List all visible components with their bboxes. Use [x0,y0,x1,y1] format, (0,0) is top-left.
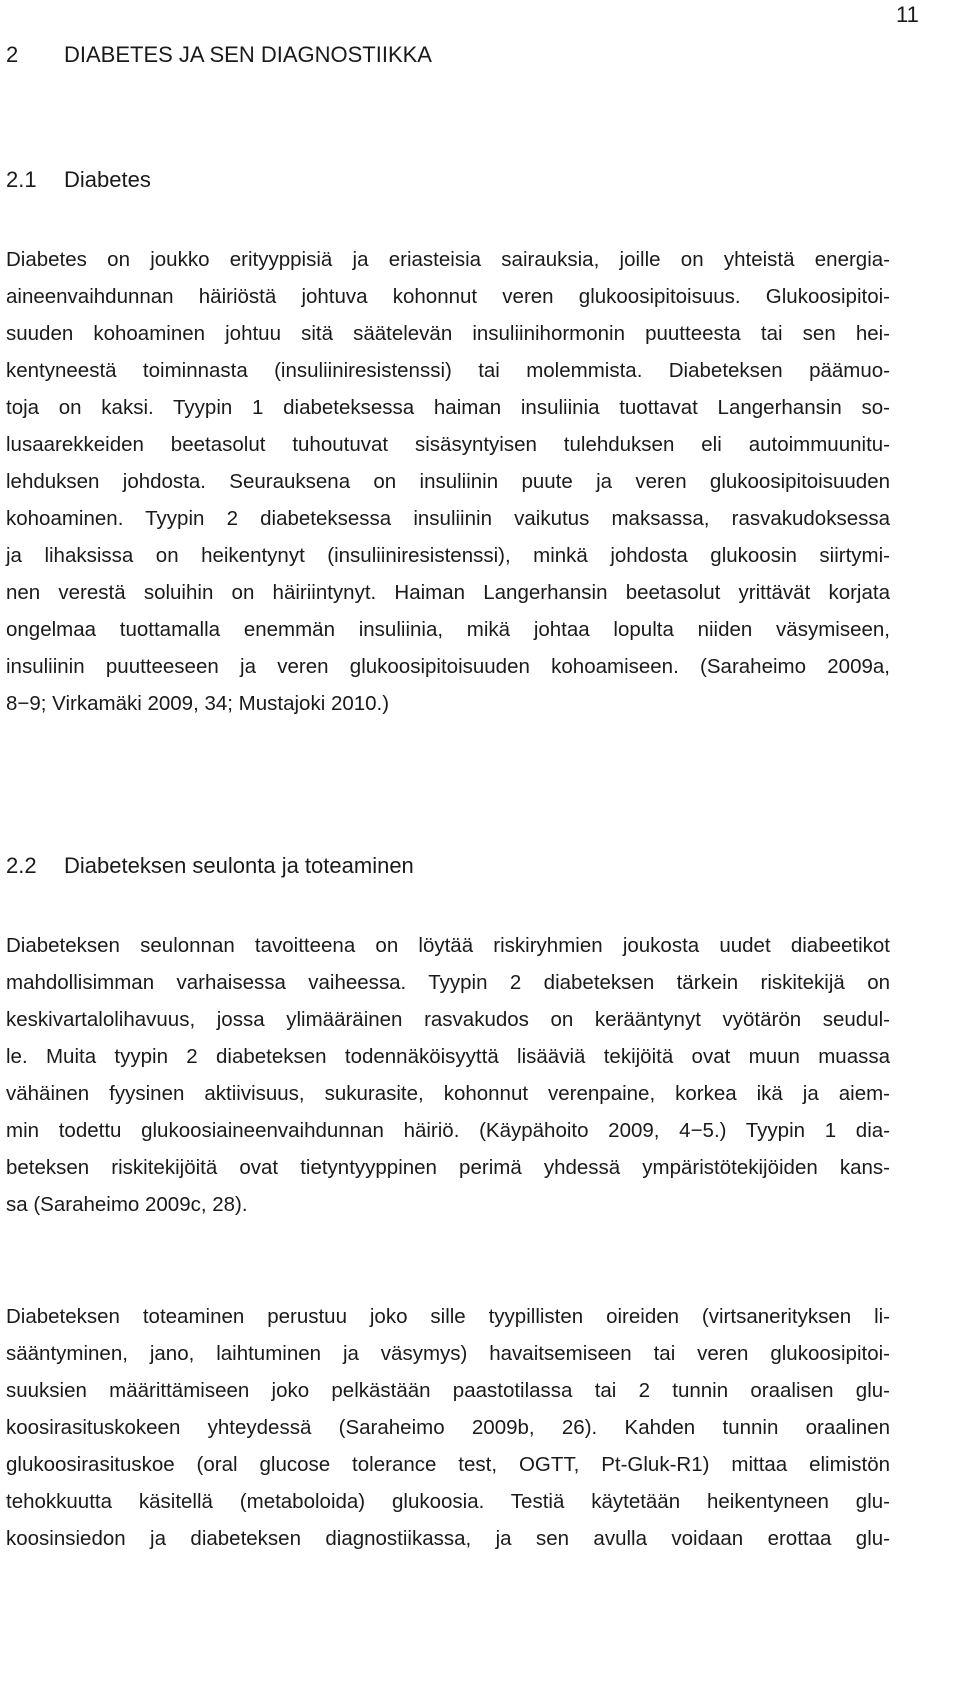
text-line: min todettu glukoosiaineenvaihdunnan häiriö. (Käypähoito 2009, 4−5.) Tyypin 1 dia- [6,1119,890,1142]
text-line: koosinsiedon ja diabeteksen diagnostiikassa, ja sen avulla voidaan erottaa glu- [6,1527,890,1550]
chapter-heading [6,42,432,68]
chapter-number: 2 [6,42,19,67]
chapter-title: DIABETES JA SEN DIAGNOSTIIKKA [64,42,432,67]
page-number: 11 [896,2,919,27]
text-line: ja lihaksissa on heikentynyt (insuliiniresistenssi), minkä johdosta glukoosin siirtymi- [6,544,890,567]
text-line: vähäinen fyysinen aktiivisuus, sukurasite, kohonnut verenpaine, korkea ikä ja aiem- [6,1082,890,1105]
text-line: insuliinin puutteeseen ja veren glukoosipitoisuuden kohoamiseen. (Saraheimo 2009a, [6,655,890,678]
paragraph [6,1298,890,1557]
text-line: Diabeteksen toteaminen perustuu joko sille tyypillisten oireiden (virtsanerityksen li- [6,1305,890,1328]
text-line: toja on kaksi. Tyypin 1 diabeteksessa haiman insuliinia tuottavat Langerhansin so- [6,396,890,419]
text-line: le. Muita tyypin 2 diabeteksen todennäköisyyttä lisääviä tekijöitä ovat muun muassa [6,1045,890,1068]
text-line: koosirasituskokeen yhteydessä (Saraheimo 2009b, 26). Kahden tunnin oraalinen [6,1416,890,1439]
text-line: kohoaminen. Tyypin 2 diabeteksessa insuliinin vaikutus maksassa, rasvakudoksessa [6,507,890,530]
section-number: 2.2 [6,853,37,878]
text-line: sääntyminen, jano, laihtuminen ja väsymys) havaitsemiseen tai veren glukoosipitoi- [6,1342,890,1365]
text-line: lusaarekkeiden beetasolut tuhoutuvat sisäsyntyisen tulehduksen eli autoimmuunitu- [6,433,890,456]
text-line: suuden kohoaminen johtuu sitä säätelevän insuliinihormonin puutteesta tai sen hei- [6,322,890,345]
text-line: Diabetes on joukko erityyppisiä ja eriasteisia sairauksia, joille on yhteistä energia- [6,248,890,271]
text-line: lehduksen johdosta. Seurauksena on insuliinin puute ja veren glukoosipitoisuuden [6,470,890,493]
text-line: 8−9; Virkamäki 2009, 34; Mustajoki 2010.) [6,692,390,715]
text-line: kentyneestä toiminnasta (insuliiniresistenssi) tai molemmista. Diabeteksen päämuo- [6,359,890,382]
section-heading [6,167,151,193]
text-line: ongelmaa tuottamalla enemmän insuliinia, mikä johtaa lopulta niiden väsymiseen, [6,618,890,641]
section-heading [6,853,414,879]
section-title: Diabeteksen seulonta ja toteaminen [64,853,414,878]
text-line: beteksen riskitekijöitä ovat tietyntyyppinen perimä yhdessä ympäristötekijöiden kans- [6,1156,890,1179]
paragraph [6,927,890,1223]
text-line: Diabeteksen seulonnan tavoitteena on löytää riskiryhmien joukosta uudet diabeetikot [6,934,890,957]
text-line: keskivartalolihavuus, jossa ylimääräinen rasvakudos on kerääntynyt vyötärön seudul- [6,1008,890,1031]
text-line: mahdollisimman varhaisessa vaiheessa. Tyypin 2 diabeteksen tärkein riskitekijä on [6,971,890,994]
text-line: tehokkuutta käsitellä (metaboloida) glukoosia. Testiä käytetään heikentyneen glu- [6,1490,890,1513]
text-line: aineenvaihdunnan häiriöstä johtuva kohonnut veren glukoosipitoisuus. Glukoosipitoi- [6,285,890,308]
section-number: 2.1 [6,167,37,192]
text-line: glukoosirasituskoe (oral glucose tolerance test, OGTT, Pt-Gluk-R1) mittaa elimistön [6,1453,890,1476]
text-line: suuksien määrittämiseen joko pelkästään paastotilassa tai 2 tunnin oraalisen glu- [6,1379,890,1402]
paragraph [6,241,890,722]
text-line: sa (Saraheimo 2009c, 28). [6,1193,248,1216]
text-line: nen verestä soluihin on häiriintynyt. Haiman Langerhansin beetasolut yrittävät korjata [6,581,890,604]
section-title: Diabetes [64,167,151,192]
